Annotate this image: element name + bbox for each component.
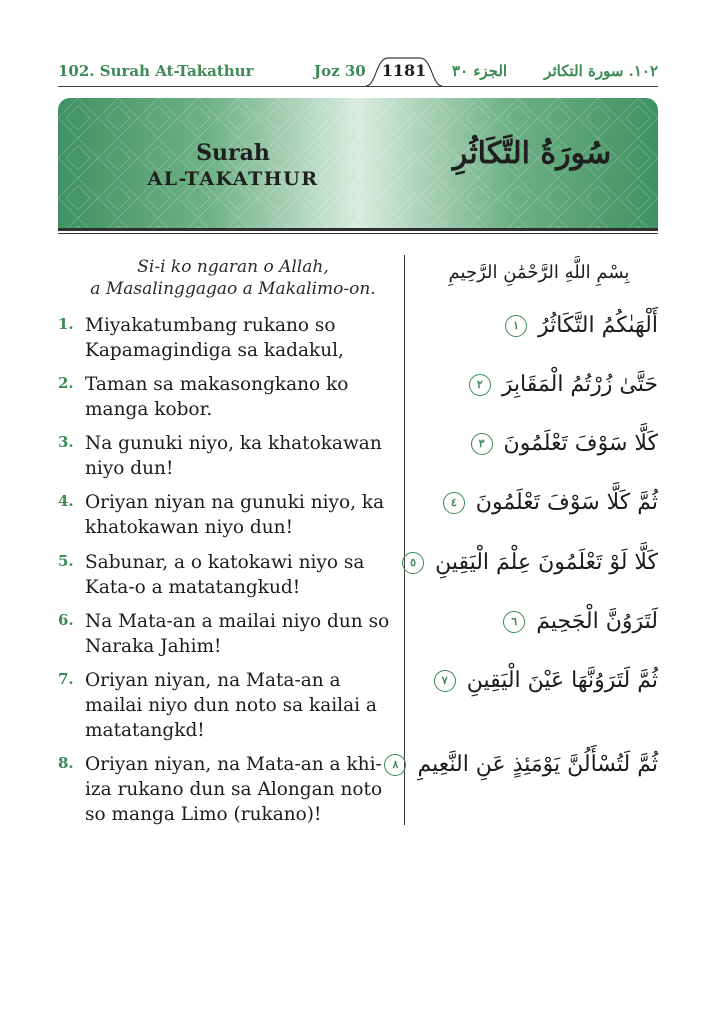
page-number: 1181 — [381, 61, 427, 80]
verse-line: mailai niyo dun noto sa kailai a — [85, 695, 377, 716]
ayah-number-marker: ٤ — [443, 492, 465, 514]
verse-number: 1. — [58, 315, 74, 333]
verse-number: 3. — [58, 433, 74, 451]
verse-line: Kapamagindiga sa kadakul, — [85, 340, 344, 361]
basmala-translation — [88, 256, 378, 300]
verse-number: 8. — [58, 754, 74, 772]
arabic-verse-1 — [418, 313, 658, 338]
verse-line: Naraka Jahim! — [85, 636, 222, 657]
verse-number: 7. — [58, 670, 74, 688]
verse-number: 6. — [58, 611, 74, 629]
arabic-verse-text: أَلْهَىٰكُمُ التَّكَاثُرُ — [538, 313, 658, 338]
ayah-number-marker: ٣ — [471, 433, 493, 455]
arabic-verse-2 — [418, 372, 658, 397]
verse-line: niyo dun! — [85, 458, 174, 479]
verse-line: khatokawan niyo dun! — [85, 517, 294, 538]
basmala-line2: a Masalinggagao a Makalimo-on. — [90, 279, 376, 299]
arabic-verse-text: ثُمَّ لَتَرَوُنَّهَا عَيْنَ الْيَقِينِ — [466, 668, 658, 693]
ayah-number-marker: ٨ — [384, 754, 406, 776]
header-surah-label: 102. Surah At-Takathur — [58, 62, 254, 80]
verse-line: manga kobor. — [85, 399, 213, 420]
verse-line: Sabunar, a o katokawi niyo sa — [85, 552, 365, 573]
arabic-verse-4 — [418, 490, 658, 515]
verse-number: 4. — [58, 492, 74, 510]
verse-line: Taman sa makasongkano ko — [85, 374, 349, 395]
ayah-number-marker: ٧ — [434, 670, 456, 692]
header-juz-label: Joz 30 — [314, 62, 366, 80]
arabic-verse-text: كَلَّا سَوْفَ تَعْلَمُونَ — [503, 431, 658, 456]
header-surah-arabic: ١٠٢. سورة التكاثر — [544, 62, 658, 80]
verse-line: iza rukano dun sa Alongan noto — [85, 779, 383, 800]
verse-line: so manga Limo (rukano)! — [85, 804, 322, 825]
verse-line: Kata-o a matatangkud! — [85, 577, 301, 598]
verse-line: Oriyan niyan, na Mata-an a — [85, 670, 341, 691]
verse-line: Oriyan niyan, na Mata-an a khi- — [85, 754, 382, 775]
arabic-verse-7 — [418, 668, 658, 693]
verse-line: Miyakatumbang rukano so — [85, 315, 336, 336]
banner-rule-thin — [58, 233, 658, 234]
arabic-verse-5 — [410, 550, 658, 575]
header-juz-arabic: الجزء ٣٠ — [452, 62, 508, 80]
banner-title-line2: AL-TAKATHUR — [147, 168, 319, 190]
ayah-number-marker: ٢ — [469, 374, 491, 396]
verse-line: Na Mata-an a mailai niyo dun so — [85, 611, 390, 632]
verse-number: 2. — [58, 374, 74, 392]
header-rule — [58, 86, 658, 87]
ayah-number-marker: ٥ — [402, 552, 424, 574]
ayah-number-marker: ١ — [505, 315, 527, 337]
banner-title — [143, 140, 323, 192]
arabic-verse-3 — [418, 431, 658, 456]
arabic-verse-6 — [418, 609, 658, 634]
basmala-arabic: بِسْمِ اللَّهِ الرَّحْمَٰنِ الرَّحِيمِ — [448, 262, 630, 283]
banner-title-line1: Surah — [196, 140, 270, 166]
arabic-verse-text: لَتَرَوُنَّ الْجَحِيمَ — [536, 609, 658, 634]
arabic-verse-8 — [392, 752, 658, 777]
arabic-verse-text: ثُمَّ لَتُسْأَلُنَّ يَوْمَئِذٍ عَنِ النَّعِيمِ — [417, 752, 658, 777]
banner-rule-thick — [58, 228, 658, 231]
arabic-verse-text: كَلَّا لَوْ تَعْلَمُونَ عِلْمَ الْيَقِينِ — [435, 550, 658, 575]
column-divider — [404, 255, 405, 825]
basmala-line1: Si-i ko ngaran o Allah, — [137, 257, 329, 277]
ayah-number-marker: ٦ — [503, 611, 525, 633]
verse-line: Oriyan niyan na gunuki niyo, ka — [85, 492, 385, 513]
arabic-verse-text: حَتَّىٰ زُرْتُمُ الْمَقَابِرَ — [501, 372, 658, 397]
verse-number: 5. — [58, 552, 74, 570]
verse-line: matatangkd! — [85, 720, 205, 741]
arabic-verse-text: ثُمَّ كَلَّا سَوْفَ تَعْلَمُونَ — [475, 490, 658, 515]
verse-line: Na gunuki niyo, ka khatokawan — [85, 433, 382, 454]
banner-arabic-title: سُورَةُ التَّكَاثُرِ — [452, 136, 612, 171]
